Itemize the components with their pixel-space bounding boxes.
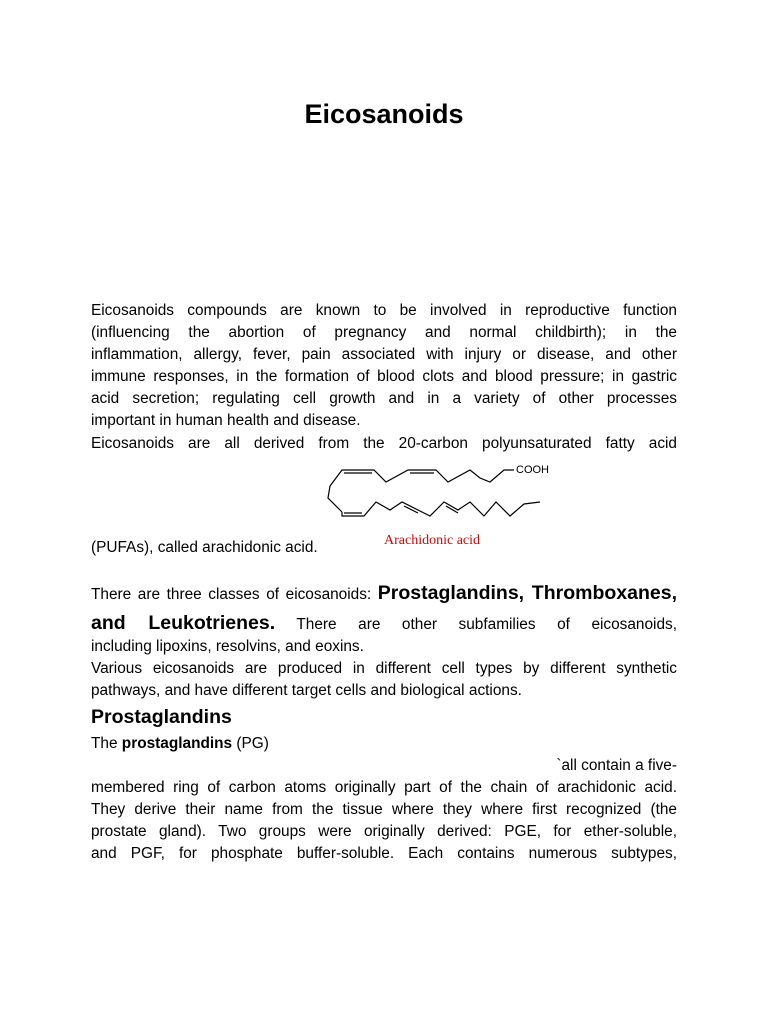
- text-line: membered ring of carbon atoms originally part of the chain of arachidonic acid.: [91, 779, 677, 796]
- text-line: [91, 733, 677, 755]
- intro-paragraph: [91, 300, 677, 432]
- classes-paragraph-end: [91, 636, 677, 658]
- derivation-paragraph-end: [91, 537, 391, 559]
- classes-list-end: and Leukotrienes.: [91, 612, 276, 634]
- various-paragraph: [91, 658, 677, 702]
- text-line: (influencing the abortion of pregnancy and normal childbirth); in the: [91, 324, 677, 341]
- text-line: pathways, and have different target cells and biological actions.: [91, 682, 522, 699]
- text-line: inflammation, allergy, fever, pain associated with injury or disease, and other: [91, 346, 677, 363]
- text-span: The: [91, 735, 122, 752]
- text-line: Eicosanoids are all derived from the 20-carbon polyunsaturated fatty acid: [91, 435, 677, 452]
- subfamilies-text: There are other subfamilies of eicosanoids,: [296, 616, 677, 633]
- text-line: Eicosanoids compounds are known to be involved in reproductive function: [91, 302, 677, 319]
- text-span: (PG): [232, 735, 269, 752]
- text-line: Various eicosanoids are produced in different cell types by different synthetic: [91, 660, 677, 677]
- page-title: Eicosanoids: [304, 99, 464, 129]
- cooh-label: COOH: [516, 464, 549, 476]
- text-line: [91, 580, 677, 608]
- text-line: prostate gland). Two groups were originally derived: PGE, for ether-soluble,: [91, 823, 677, 840]
- prostaglandins-intro: [91, 733, 677, 755]
- section-heading: Prostaglandins: [91, 706, 232, 728]
- text-line: immune responses, in the formation of blood clots and blood pressure; in gastric: [91, 368, 677, 385]
- text-line: acid secretion; regulating cell growth and in a variety of other processes: [91, 390, 677, 407]
- classes-lead: There are three classes of eicosanoids:: [91, 586, 378, 603]
- figure-caption: Arachidonic acid: [384, 533, 481, 548]
- classes-paragraph: [91, 580, 677, 638]
- term-prostaglandins: prostaglandins: [121, 735, 233, 752]
- text-line: [91, 610, 677, 638]
- text-line: important in human health and disease.: [91, 412, 361, 429]
- prostaglandins-paragraph: [91, 777, 677, 865]
- text-line: They derive their name from the tissue where they where first recognized (the: [91, 801, 677, 818]
- text-line: `all contain a five-: [556, 757, 677, 774]
- text-line: (PUFAs), called arachidonic acid.: [91, 539, 318, 556]
- text-line: including lipoxins, resolvins, and eoxins.: [91, 638, 364, 655]
- derivation-paragraph: [91, 433, 677, 455]
- classes-list: Prostaglandins, Thromboxanes,: [377, 582, 678, 604]
- text-line: and PGF, for phosphate buffer-soluble. Each contains numerous subtypes,: [91, 845, 677, 862]
